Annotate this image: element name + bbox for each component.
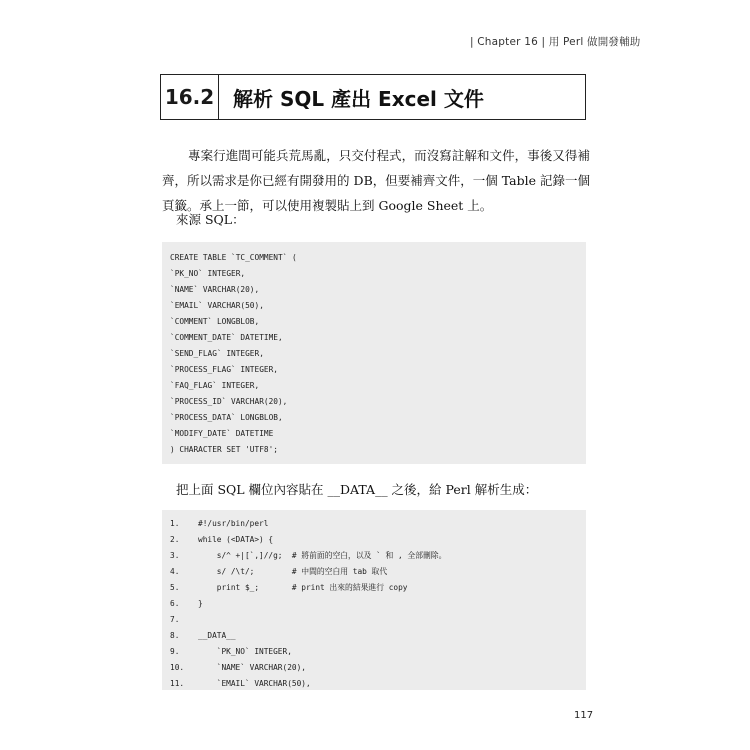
code-row	[170, 580, 586, 596]
code-text: `EMAIL` VARCHAR(50),	[198, 679, 311, 688]
code-line: `FAQ_FLAG` INTEGER,	[170, 381, 260, 390]
code-line: `COMMENT` LONGBLOB,	[170, 317, 260, 326]
perl-code-block	[162, 510, 586, 690]
code-line: `PROCESS_FLAG` INTEGER,	[170, 365, 278, 374]
line-number: 7.	[170, 615, 180, 624]
code-line: `MODIFY_DATE` DATETIME	[170, 429, 274, 438]
section-heading	[160, 74, 586, 120]
code-text: s/^ +|[`,]//g; # 將前面的空白，以及 ` 和 , 全部刪除。	[198, 551, 447, 560]
line-number: 10.	[170, 663, 185, 672]
code-line: `COMMENT_DATE` DATETIME,	[170, 333, 283, 342]
code-line: `SEND_FLAG` INTEGER,	[170, 349, 264, 358]
code-row	[170, 612, 586, 628]
section-number: 16.2	[161, 75, 219, 119]
code-text: __DATA__	[198, 631, 236, 640]
code-line: `PK_NO` INTEGER,	[170, 269, 246, 278]
code-line: `PROCESS_DATA` LONGBLOB,	[170, 413, 283, 422]
code-text: }	[198, 599, 203, 608]
code-row	[170, 548, 586, 564]
source-sql-label: 來源 SQL：	[176, 212, 245, 227]
code-row	[170, 532, 586, 548]
line-number: 3.	[170, 551, 180, 560]
code-line: ) CHARACTER SET 'UTF8';	[170, 445, 278, 454]
running-header: | Chapter 16 | 用 Perl 做開發輔助	[470, 36, 641, 48]
code-row	[170, 660, 586, 676]
line-number: 5.	[170, 583, 180, 592]
line-number: 2.	[170, 535, 180, 544]
sql-code-block	[162, 242, 586, 464]
code-text: `NAME` VARCHAR(20),	[198, 663, 306, 672]
line-number: 1.	[170, 519, 180, 528]
code-row	[170, 564, 586, 580]
intro-paragraph: 專案行進間可能兵荒馬亂，只交付程式，而沒寫註解和文件，事後又得補齊，所以需求是你已經有開發用的 DB，但要補齊文件，一個 Table 記錄一個頁籤。承上一節，可以使用複製貼上到 Google Sheet 上。	[162, 148, 590, 213]
line-number: 8.	[170, 631, 180, 640]
code-row	[170, 676, 586, 692]
line-number: 11.	[170, 679, 185, 688]
code-row	[170, 516, 586, 532]
code-row	[170, 628, 586, 644]
line-number: 4.	[170, 567, 180, 576]
line-number: 9.	[170, 647, 180, 656]
code-text: while (<DATA>) {	[198, 535, 274, 544]
code-text: s/ /\t/; # 中間的空白用 tab 取代	[198, 567, 388, 576]
code-text: print $_; # print 出來的結果進行 copy	[198, 583, 408, 592]
page-number: 117	[574, 710, 594, 721]
line-number: 6.	[170, 599, 180, 608]
code-line: `PROCESS_ID` VARCHAR(20),	[170, 397, 288, 406]
code-text: `PK_NO` INTEGER,	[198, 647, 292, 656]
section-title: 解析 SQL 產出 Excel 文件	[233, 86, 484, 111]
code-row	[170, 644, 586, 660]
code-line: `NAME` VARCHAR(20),	[170, 285, 260, 294]
code-line: `EMAIL` VARCHAR(50),	[170, 301, 264, 310]
paste-instruction-label: 把上面 SQL 欄位內容貼在 __DATA__ 之後，給 Perl 解析生成：	[176, 482, 538, 497]
code-text: #!/usr/bin/perl	[198, 519, 269, 528]
code-line: CREATE TABLE `TC_COMMENT` (	[170, 253, 297, 262]
code-row	[170, 596, 586, 612]
